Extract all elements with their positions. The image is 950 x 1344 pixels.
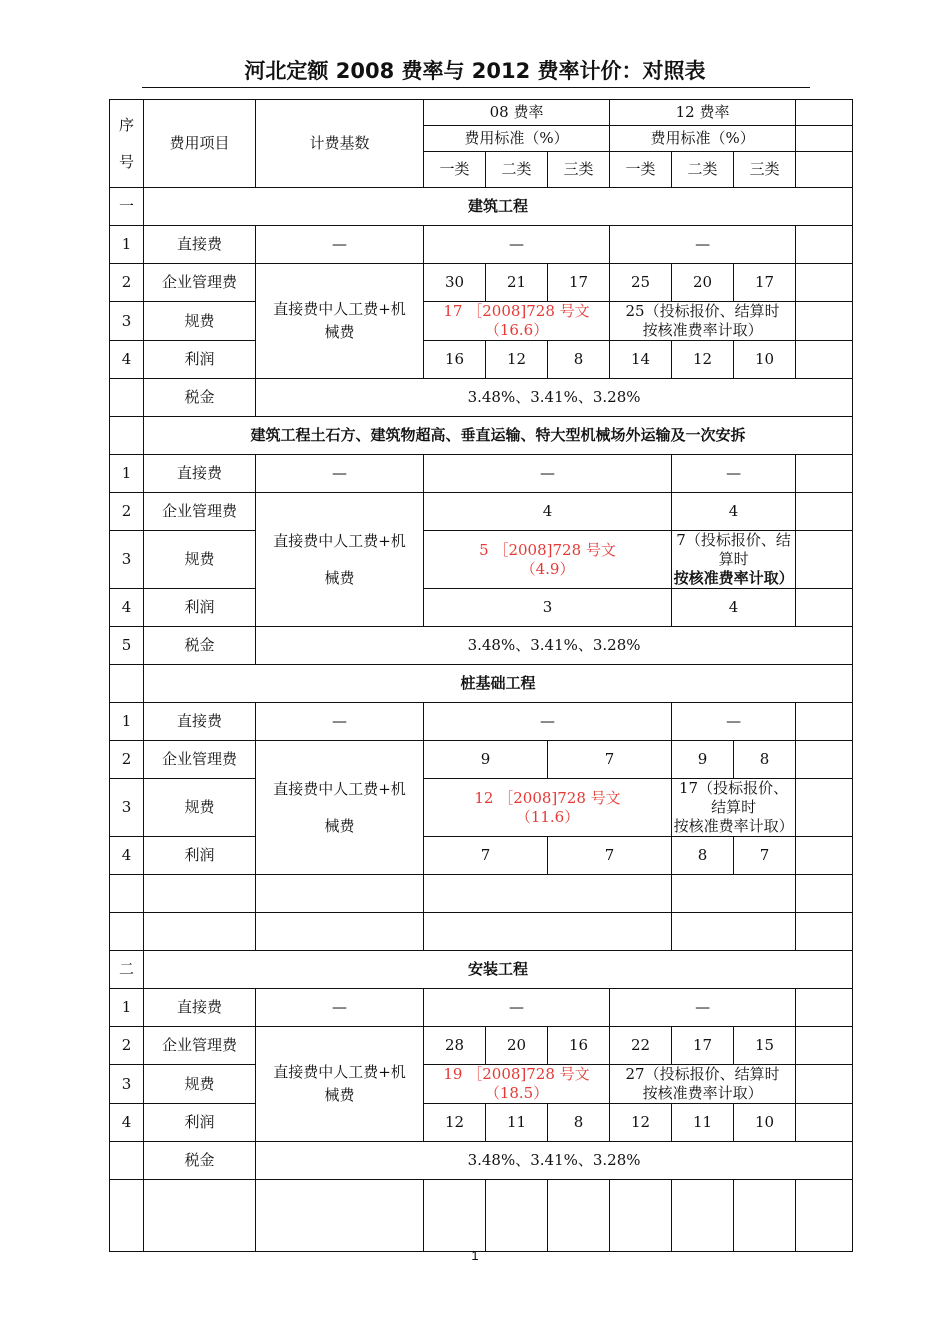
row-number: 4 [110, 1104, 144, 1142]
rate-cell: 10 [734, 341, 796, 379]
base-cell: 直接费中人工费+机 械费 [256, 493, 424, 627]
section-title: 安装工程 [144, 951, 853, 989]
rate-cell: 11 [486, 1104, 548, 1142]
table-row [110, 627, 853, 665]
row-number: 3 [110, 1065, 144, 1104]
tax-cell: 3.48%、3.41%、3.28% [256, 627, 853, 665]
rate-cell: 8 [548, 1104, 610, 1142]
header-class-1: 一类 [610, 152, 672, 188]
rate-cell: 11 [672, 1104, 734, 1142]
row-number: 3 [110, 531, 144, 589]
header-standard-12: 费用标准（%） [610, 126, 796, 152]
rate-12-cell: — [672, 455, 796, 493]
title-underline [142, 87, 810, 88]
fee-item: 企业管理费 [144, 264, 256, 302]
fee-item: 税金 [144, 1142, 256, 1180]
rate-cell: 9 [424, 741, 548, 779]
page-number: 1 [471, 1248, 479, 1263]
table-row [110, 1027, 853, 1065]
section-number [110, 417, 144, 455]
rate-cell: 25 [610, 264, 672, 302]
rate-cell: 10 [734, 1104, 796, 1142]
rate-cell: 7 [548, 741, 672, 779]
header-class-2: 二类 [486, 152, 548, 188]
table-row [110, 1065, 853, 1104]
row-number: 4 [110, 837, 144, 875]
row-number [110, 379, 144, 417]
fee-item: 企业管理费 [144, 493, 256, 531]
rate-cell: 14 [610, 341, 672, 379]
tax-cell: 3.48%、3.41%、3.28% [256, 1142, 853, 1180]
header-class-3: 三类 [734, 152, 796, 188]
rate-cell: 8 [734, 741, 796, 779]
fee-item: 税金 [144, 627, 256, 665]
rate-12-note: 25（投标报价、结算时 按核准费率计取） [610, 302, 796, 341]
rate-cell: 7 [734, 837, 796, 875]
rate-cell: 8 [548, 341, 610, 379]
rate-12-cell: 4 [672, 589, 796, 627]
table-row-empty [110, 913, 853, 951]
base-cell: — [256, 455, 424, 493]
base-cell: 直接费中人工费+机 械费 [256, 1027, 424, 1142]
page-title: 河北定额 2008 费率与 2012 费率计价：对照表 [244, 59, 706, 83]
header-rate-08: 08 费率 [424, 100, 610, 126]
section-title: 建筑工程 [144, 188, 853, 226]
row-number: 1 [110, 226, 144, 264]
table-row [110, 226, 853, 264]
table-row [110, 1142, 853, 1180]
rate-08-note: 19 ［2008]728 号文 （18.5） [424, 1065, 610, 1104]
empty-cell [796, 837, 853, 875]
rate-08-cell: — [424, 703, 672, 741]
header-class-2: 二类 [672, 152, 734, 188]
rate-cell: 12 [424, 1104, 486, 1142]
table-row [110, 531, 853, 589]
header-row [110, 100, 853, 126]
section-row [110, 951, 853, 989]
rate-12-note: 7（投标报价、结算时 按核准费率计取） [672, 531, 796, 589]
section-row [110, 665, 853, 703]
rate-12-cell: 4 [672, 493, 796, 531]
base-cell: — [256, 703, 424, 741]
section-title: 桩基础工程 [144, 665, 853, 703]
rate-comparison-table [109, 99, 853, 1252]
rate-08-cell: — [424, 226, 610, 264]
section-title: 建筑工程土石方、建筑物超高、垂直运输、特大型机械场外运输及一次安拆 [144, 417, 853, 455]
table-row-empty [110, 875, 853, 913]
table-row [110, 341, 853, 379]
header-class-1: 一类 [424, 152, 486, 188]
empty-cell [796, 455, 853, 493]
fee-item: 利润 [144, 341, 256, 379]
empty-cell [796, 341, 853, 379]
fee-item: 利润 [144, 1104, 256, 1142]
empty-cell [796, 779, 853, 837]
section-row [110, 188, 853, 226]
fee-item: 直接费 [144, 226, 256, 264]
table-row [110, 264, 853, 302]
base-cell: — [256, 989, 424, 1027]
fee-item: 直接费 [144, 703, 256, 741]
tax-cell: 3.48%、3.41%、3.28% [256, 379, 853, 417]
header-empty [796, 100, 853, 126]
empty-cell [796, 1065, 853, 1104]
header-base: 计费基数 [256, 100, 424, 188]
empty-cell [796, 589, 853, 627]
base-cell: 直接费中人工费+机 械费 [256, 264, 424, 379]
empty-cell [796, 989, 853, 1027]
empty-cell [796, 302, 853, 341]
rate-08-note: 17 ［2008]728 号文 （16.6） [424, 302, 610, 341]
rate-08-cell: — [424, 989, 610, 1027]
table-row [110, 1104, 853, 1142]
fee-item: 税金 [144, 379, 256, 417]
rate-cell: 16 [424, 341, 486, 379]
section-number: 一 [110, 188, 144, 226]
rate-cell: 7 [548, 837, 672, 875]
row-number: 3 [110, 302, 144, 341]
table-row [110, 379, 853, 417]
table-row [110, 455, 853, 493]
table-row [110, 493, 853, 531]
rate-cell: 16 [548, 1027, 610, 1065]
table-row [110, 302, 853, 341]
empty-cell [796, 1104, 853, 1142]
empty-cell [796, 493, 853, 531]
empty-cell [796, 264, 853, 302]
header-empty [796, 152, 853, 188]
row-number: 2 [110, 741, 144, 779]
rate-cell: 8 [672, 837, 734, 875]
rate-cell: 20 [486, 1027, 548, 1065]
header-class-3: 三类 [548, 152, 610, 188]
table-row [110, 703, 853, 741]
table-row [110, 837, 853, 875]
row-number: 2 [110, 1027, 144, 1065]
rate-cell: 12 [672, 341, 734, 379]
table-row [110, 589, 853, 627]
fee-item: 利润 [144, 589, 256, 627]
rate-cell: 12 [610, 1104, 672, 1142]
rate-08-note: 12 ［2008]728 号文 （11.6） [424, 779, 672, 837]
fee-item: 规费 [144, 779, 256, 837]
rate-cell: 20 [672, 264, 734, 302]
rate-cell: 9 [672, 741, 734, 779]
row-number: 3 [110, 779, 144, 837]
empty-cell [796, 1027, 853, 1065]
rate-08-note: 5 ［2008]728 号文 （4.9） [424, 531, 672, 589]
fee-item: 直接费 [144, 989, 256, 1027]
row-number: 4 [110, 341, 144, 379]
header-empty [796, 126, 853, 152]
rate-cell: 15 [734, 1027, 796, 1065]
fee-item: 直接费 [144, 455, 256, 493]
fee-item: 企业管理费 [144, 1027, 256, 1065]
rate-cell: 17 [672, 1027, 734, 1065]
table-row [110, 989, 853, 1027]
header-standard-08: 费用标准（%） [424, 126, 610, 152]
rate-cell: 22 [610, 1027, 672, 1065]
rate-08-cell: — [424, 455, 672, 493]
empty-cell [796, 226, 853, 264]
row-number [110, 1142, 144, 1180]
rate-cell: 7 [424, 837, 548, 875]
rate-cell: 30 [424, 264, 486, 302]
rate-cell: 17 [734, 264, 796, 302]
fee-item: 企业管理费 [144, 741, 256, 779]
base-cell: — [256, 226, 424, 264]
table-row [110, 741, 853, 779]
rate-08-cell: 4 [424, 493, 672, 531]
rate-12-cell: — [610, 226, 796, 264]
fee-item: 规费 [144, 302, 256, 341]
rate-12-note: 17（投标报价、结算时 按核准费率计取） [672, 779, 796, 837]
header-rate-12: 12 费率 [610, 100, 796, 126]
rate-12-note: 27（投标报价、结算时 按核准费率计取） [610, 1065, 796, 1104]
table-row-empty [110, 1180, 853, 1252]
table-row [110, 779, 853, 837]
fee-item: 规费 [144, 531, 256, 589]
rate-12-cell: — [610, 989, 796, 1027]
row-number: 1 [110, 455, 144, 493]
section-number [110, 665, 144, 703]
row-number: 1 [110, 989, 144, 1027]
row-number: 5 [110, 627, 144, 665]
row-number: 2 [110, 264, 144, 302]
row-number: 1 [110, 703, 144, 741]
fee-item: 规费 [144, 1065, 256, 1104]
empty-cell [796, 741, 853, 779]
rate-cell: 28 [424, 1027, 486, 1065]
section-row [110, 417, 853, 455]
base-cell: 直接费中人工费+机 械费 [256, 741, 424, 875]
rate-12-cell: — [672, 703, 796, 741]
empty-cell [796, 703, 853, 741]
header-seq: 序 号 [110, 100, 144, 188]
row-number: 2 [110, 493, 144, 531]
header-item: 费用项目 [144, 100, 256, 188]
fee-item: 利润 [144, 837, 256, 875]
rate-cell: 21 [486, 264, 548, 302]
rate-cell: 12 [486, 341, 548, 379]
section-number: 二 [110, 951, 144, 989]
rate-08-cell: 3 [424, 589, 672, 627]
rate-cell: 17 [548, 264, 610, 302]
row-number: 4 [110, 589, 144, 627]
empty-cell [796, 531, 853, 589]
